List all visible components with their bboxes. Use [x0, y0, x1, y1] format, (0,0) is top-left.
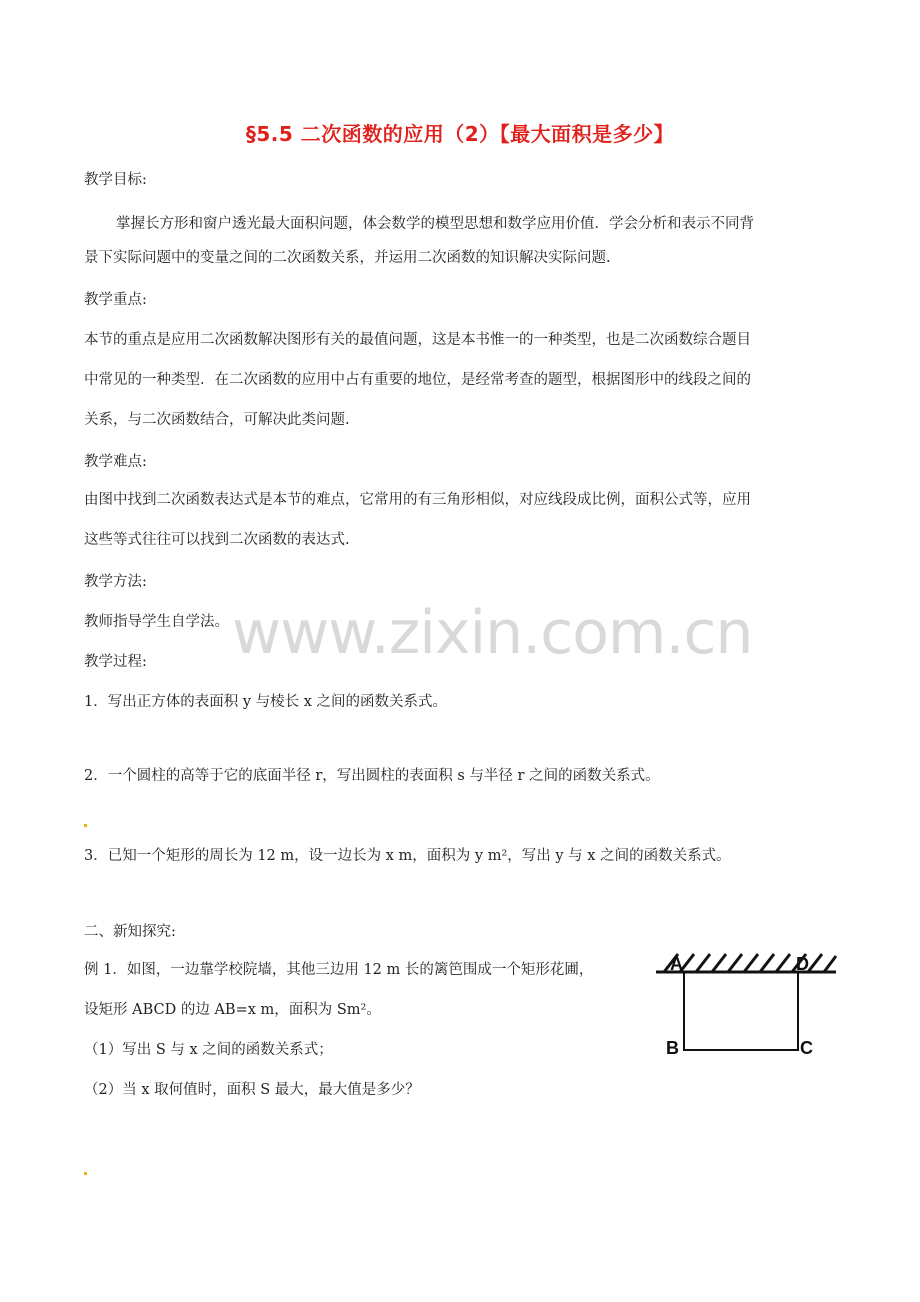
label-d: D — [796, 954, 809, 974]
question-2: （2）当 x 取何值时，面积 S 最大，最大值是多少？ — [84, 1082, 420, 1098]
wall-hatching — [656, 954, 836, 972]
rectangle-figure — [650, 946, 850, 1066]
process-item-1: 1．写出正方体的表面积 y 与棱长 x 之间的函数关系式。 — [84, 694, 448, 710]
process-heading: 教学过程: — [84, 654, 147, 670]
rectangle-abcd — [684, 972, 798, 1050]
key-points-heading: 教学重点: — [84, 292, 147, 308]
page-title: §5.5 二次函数的应用（2）【最大面积是多少】 — [245, 122, 675, 146]
label-a: A — [670, 954, 683, 974]
process-item-2: 2．一个圆柱的高等于它的底面半径 r，写出圆柱的表面积 s 与半径 r 之间的函数关系式。 — [84, 768, 660, 784]
watermark: www.zixin.com.cn — [232, 598, 753, 668]
key-points-line-2: 中常见的一种类型．在二次函数的应用中占有重要的地位，是经常考查的题型，根据图形中的线段之间的 — [84, 372, 751, 388]
difficulties-line-2: 这些等式往往可以找到二次函数的表达式. — [84, 532, 350, 548]
marker-dot — [84, 824, 87, 827]
explore-heading: 二、新知探究: — [84, 924, 176, 940]
label-b: B — [666, 1038, 679, 1058]
example-line-2: 设矩形 ABCD 的边 AB=x m，面积为 Sm²。 — [84, 1002, 381, 1018]
process-item-3: 3．已知一个矩形的周长为 12 m，设一边长为 x m，面积为 y m²，写出 y 与 x 之间的函数关系式。 — [84, 848, 731, 864]
question-1: （1）写出 S 与 x 之间的函数关系式； — [84, 1042, 333, 1058]
difficulties-heading: 教学难点: — [84, 454, 147, 470]
key-points-line-1: 本节的重点是应用二次函数解决图形有关的最值问题，这是本书惟一的一种类型，也是二次函数综合题目 — [84, 332, 751, 348]
objectives-line-2: 景下实际问题中的变量之间的二次函数关系，并运用二次函数的知识解决实际问题. — [84, 250, 611, 266]
key-points-line-3: 关系，与二次函数结合，可解决此类问题. — [84, 412, 350, 428]
objectives-heading: 教学目标: — [84, 172, 147, 188]
example-line-1: 例 1．如图，一边靠学校院墙，其他三边用 12 m 长的篱笆围成一个矩形花圃， — [84, 962, 594, 978]
objectives-line-1: 掌握长方形和窗户透光最大面积问题，体会数学的模型思想和数学应用价值．学会分析和表示不同背 — [116, 216, 754, 232]
marker-dot — [84, 1172, 87, 1175]
method-text: 教师指导学生自学法。 — [84, 614, 229, 630]
difficulties-line-1: 由图中找到二次函数表达式是本节的难点，它常用的有三角形相似，对应线段成比例，面积公式等，应用 — [84, 492, 751, 508]
label-c: C — [800, 1038, 813, 1058]
method-heading: 教学方法: — [84, 574, 147, 590]
